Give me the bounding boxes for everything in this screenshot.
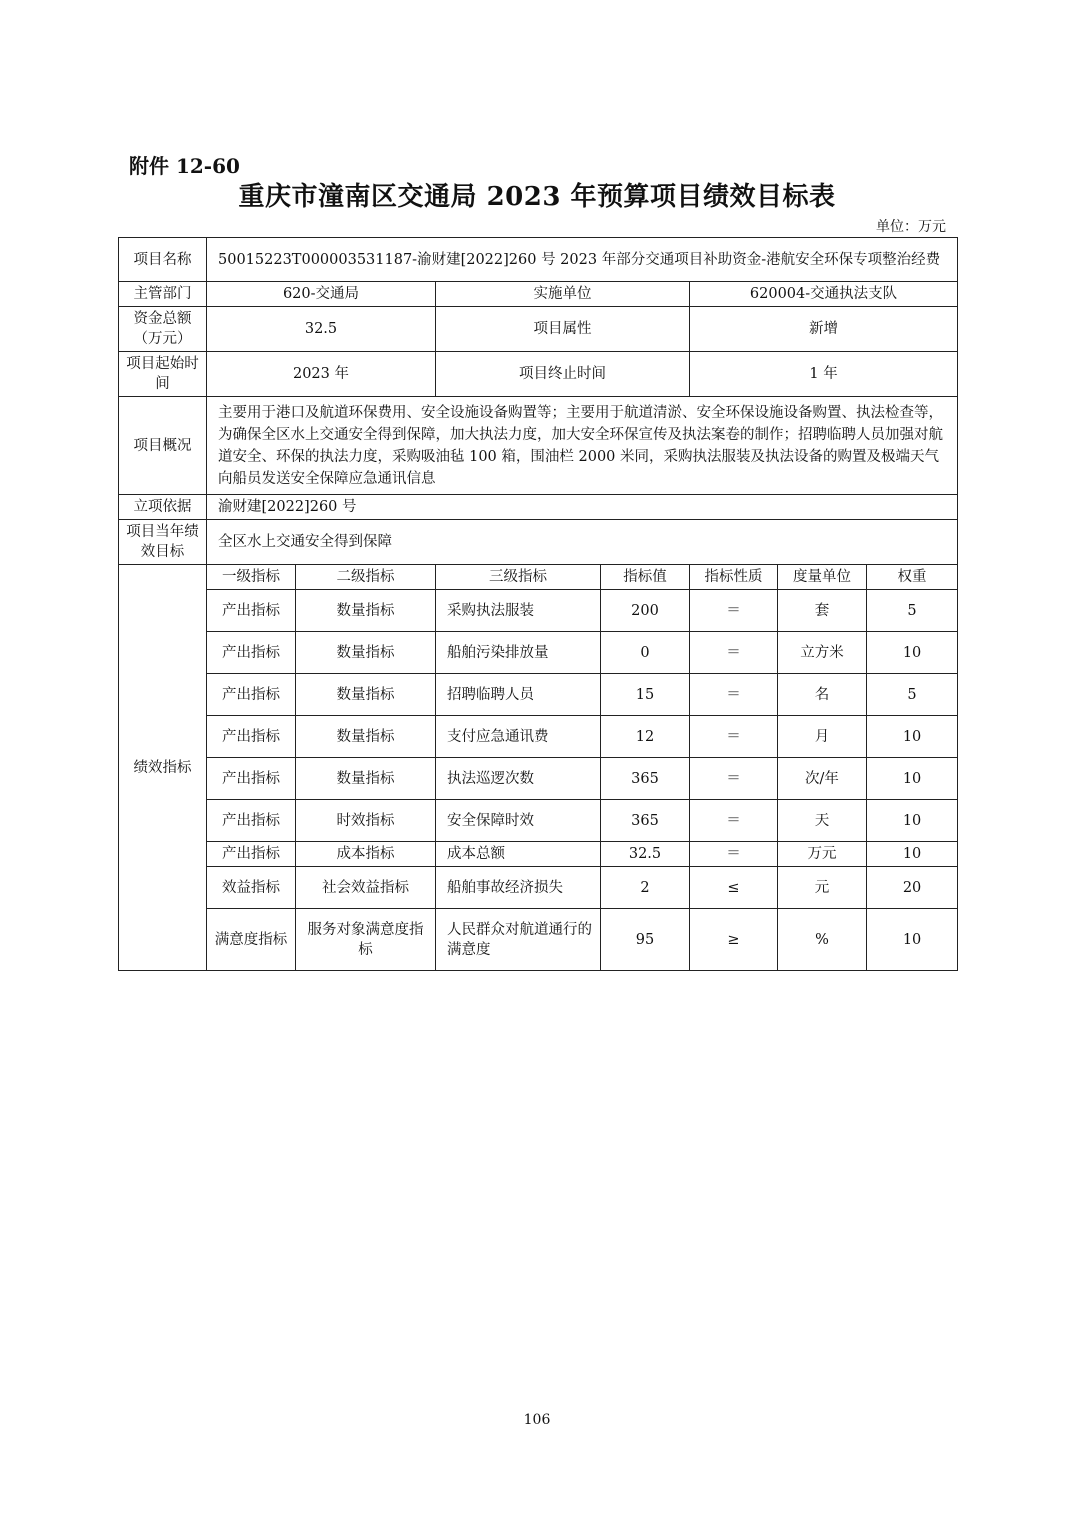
nature-cell: ＝ [690,800,778,842]
value-cell: 200 [601,590,690,632]
header-weight: 权重 [867,565,958,590]
level2-cell: 数量指标 [296,632,436,674]
unit-cell: 立方米 [778,632,867,674]
indicator-row [119,590,958,632]
row-fund [119,307,958,352]
level2-cell: 社会效益指标 [296,867,436,909]
row-basis [119,495,958,520]
indicator-row [119,800,958,842]
header-nature: 指标性质 [690,565,778,590]
weight-cell: 20 [867,867,958,909]
indicator-header-row [119,565,958,590]
project-name-label: 项目名称 [119,238,207,282]
header-level3: 三级指标 [436,565,601,590]
level1-cell: 产出指标 [207,632,296,674]
level3-cell: 执法巡逻次数 [436,758,601,800]
level1-cell: 产出指标 [207,800,296,842]
nature-cell: ≤ [690,867,778,909]
indicator-row [119,842,958,867]
nature-cell: ＝ [690,758,778,800]
level2-cell: 成本指标 [296,842,436,867]
nature-cell: ＝ [690,590,778,632]
indicator-row [119,758,958,800]
indicator-row [119,632,958,674]
level2-cell: 数量指标 [296,674,436,716]
level1-cell: 满意度指标 [207,909,296,971]
level1-cell: 产出指标 [207,758,296,800]
impl-label: 实施单位 [436,282,690,307]
performance-table [118,237,958,971]
page-number: 106 [523,1412,551,1428]
goal-label: 项目当年绩效目标 [119,520,207,565]
row-project-name [119,238,958,282]
value-cell: 365 [601,800,690,842]
attr-label: 项目属性 [436,307,690,352]
dept-label: 主管部门 [119,282,207,307]
level3-cell: 支付应急通讯费 [436,716,601,758]
unit-cell: 月 [778,716,867,758]
unit-cell: % [778,909,867,971]
header-level1: 一级指标 [207,565,296,590]
nature-cell: ＝ [690,842,778,867]
header-level2: 二级指标 [296,565,436,590]
level1-cell: 产出指标 [207,674,296,716]
level1-cell: 产出指标 [207,716,296,758]
weight-cell: 10 [867,842,958,867]
overview-value: 主要用于港口及航道环保费用、安全设施设备购置等；主要用于航道清淤、安全环保设施设备购置、执法检查等，为确保全区水上交通安全得到保障，加大执法力度，加大安全环保宣传及执法案卷的制作；招聘临聘人员加强对航道安全、环保的执法力度，采购吸油毡 100 箱，围油栏 2000 米同，采购执法服装及执法设备的购置及极端天气向船员发送安全保障应急通讯信息 [207,397,958,495]
unit-cell: 次/年 [778,758,867,800]
level1-cell: 产出指标 [207,590,296,632]
impl-value: 620004-交通执法支队 [690,282,958,307]
page-title: 重庆市潼南区交通局 2023 年预算项目绩效目标表 [238,182,836,212]
header-unit: 度量单位 [778,565,867,590]
indicator-row [119,674,958,716]
project-name-value: 50015223T000003531187-渝财建[2022]260 号 2023 年部分交通项目补助资金-港航安全环保专项整治经费 [207,238,958,282]
basis-value: 渝财建[2022]260 号 [207,495,958,520]
level2-cell: 数量指标 [296,758,436,800]
header-value: 指标值 [601,565,690,590]
indicator-row [119,909,958,971]
indicator-row [119,867,958,909]
overview-label: 项目概况 [119,397,207,495]
weight-cell: 10 [867,758,958,800]
nature-cell: ＝ [690,632,778,674]
nature-cell: ＝ [690,674,778,716]
row-time [119,352,958,397]
nature-cell: ≥ [690,909,778,971]
level3-cell: 招聘临聘人员 [436,674,601,716]
value-cell: 95 [601,909,690,971]
indicator-row [119,716,958,758]
level2-cell: 数量指标 [296,590,436,632]
value-cell: 15 [601,674,690,716]
end-value: 1 年 [690,352,958,397]
unit-cell: 元 [778,867,867,909]
weight-cell: 5 [867,674,958,716]
unit-cell: 名 [778,674,867,716]
start-label: 项目起始时间 [119,352,207,397]
attachment-label: 附件 12-60 [129,154,240,178]
start-value: 2023 年 [207,352,436,397]
value-cell: 32.5 [601,842,690,867]
weight-cell: 10 [867,632,958,674]
dept-value: 620-交通局 [207,282,436,307]
value-cell: 0 [601,632,690,674]
basis-label: 立项依据 [119,495,207,520]
end-label: 项目终止时间 [436,352,690,397]
level2-cell: 数量指标 [296,716,436,758]
weight-cell: 10 [867,716,958,758]
level2-cell: 服务对象满意度指标 [296,909,436,971]
goal-value: 全区水上交通安全得到保障 [207,520,958,565]
row-goal [119,520,958,565]
level3-cell: 采购执法服装 [436,590,601,632]
level3-cell: 安全保障时效 [436,800,601,842]
level2-cell: 时效指标 [296,800,436,842]
level3-cell: 船舶事故经济损失 [436,867,601,909]
weight-cell: 10 [867,800,958,842]
unit-cell: 天 [778,800,867,842]
value-cell: 12 [601,716,690,758]
level1-cell: 产出指标 [207,842,296,867]
fund-label: 资金总额（万元） [119,307,207,352]
weight-cell: 10 [867,909,958,971]
level3-cell: 成本总额 [436,842,601,867]
level3-cell: 船舶污染排放量 [436,632,601,674]
attr-value: 新增 [690,307,958,352]
level3-cell: 人民群众对航道通行的满意度 [436,909,601,971]
unit-cell: 万元 [778,842,867,867]
weight-cell: 5 [867,590,958,632]
unit-cell: 套 [778,590,867,632]
value-cell: 2 [601,867,690,909]
value-cell: 365 [601,758,690,800]
row-overview [119,397,958,495]
row-dept [119,282,958,307]
nature-cell: ＝ [690,716,778,758]
level1-cell: 效益指标 [207,867,296,909]
fund-value: 32.5 [207,307,436,352]
unit-label: 单位：万元 [876,219,946,235]
indicators-label: 绩效指标 [119,565,207,971]
